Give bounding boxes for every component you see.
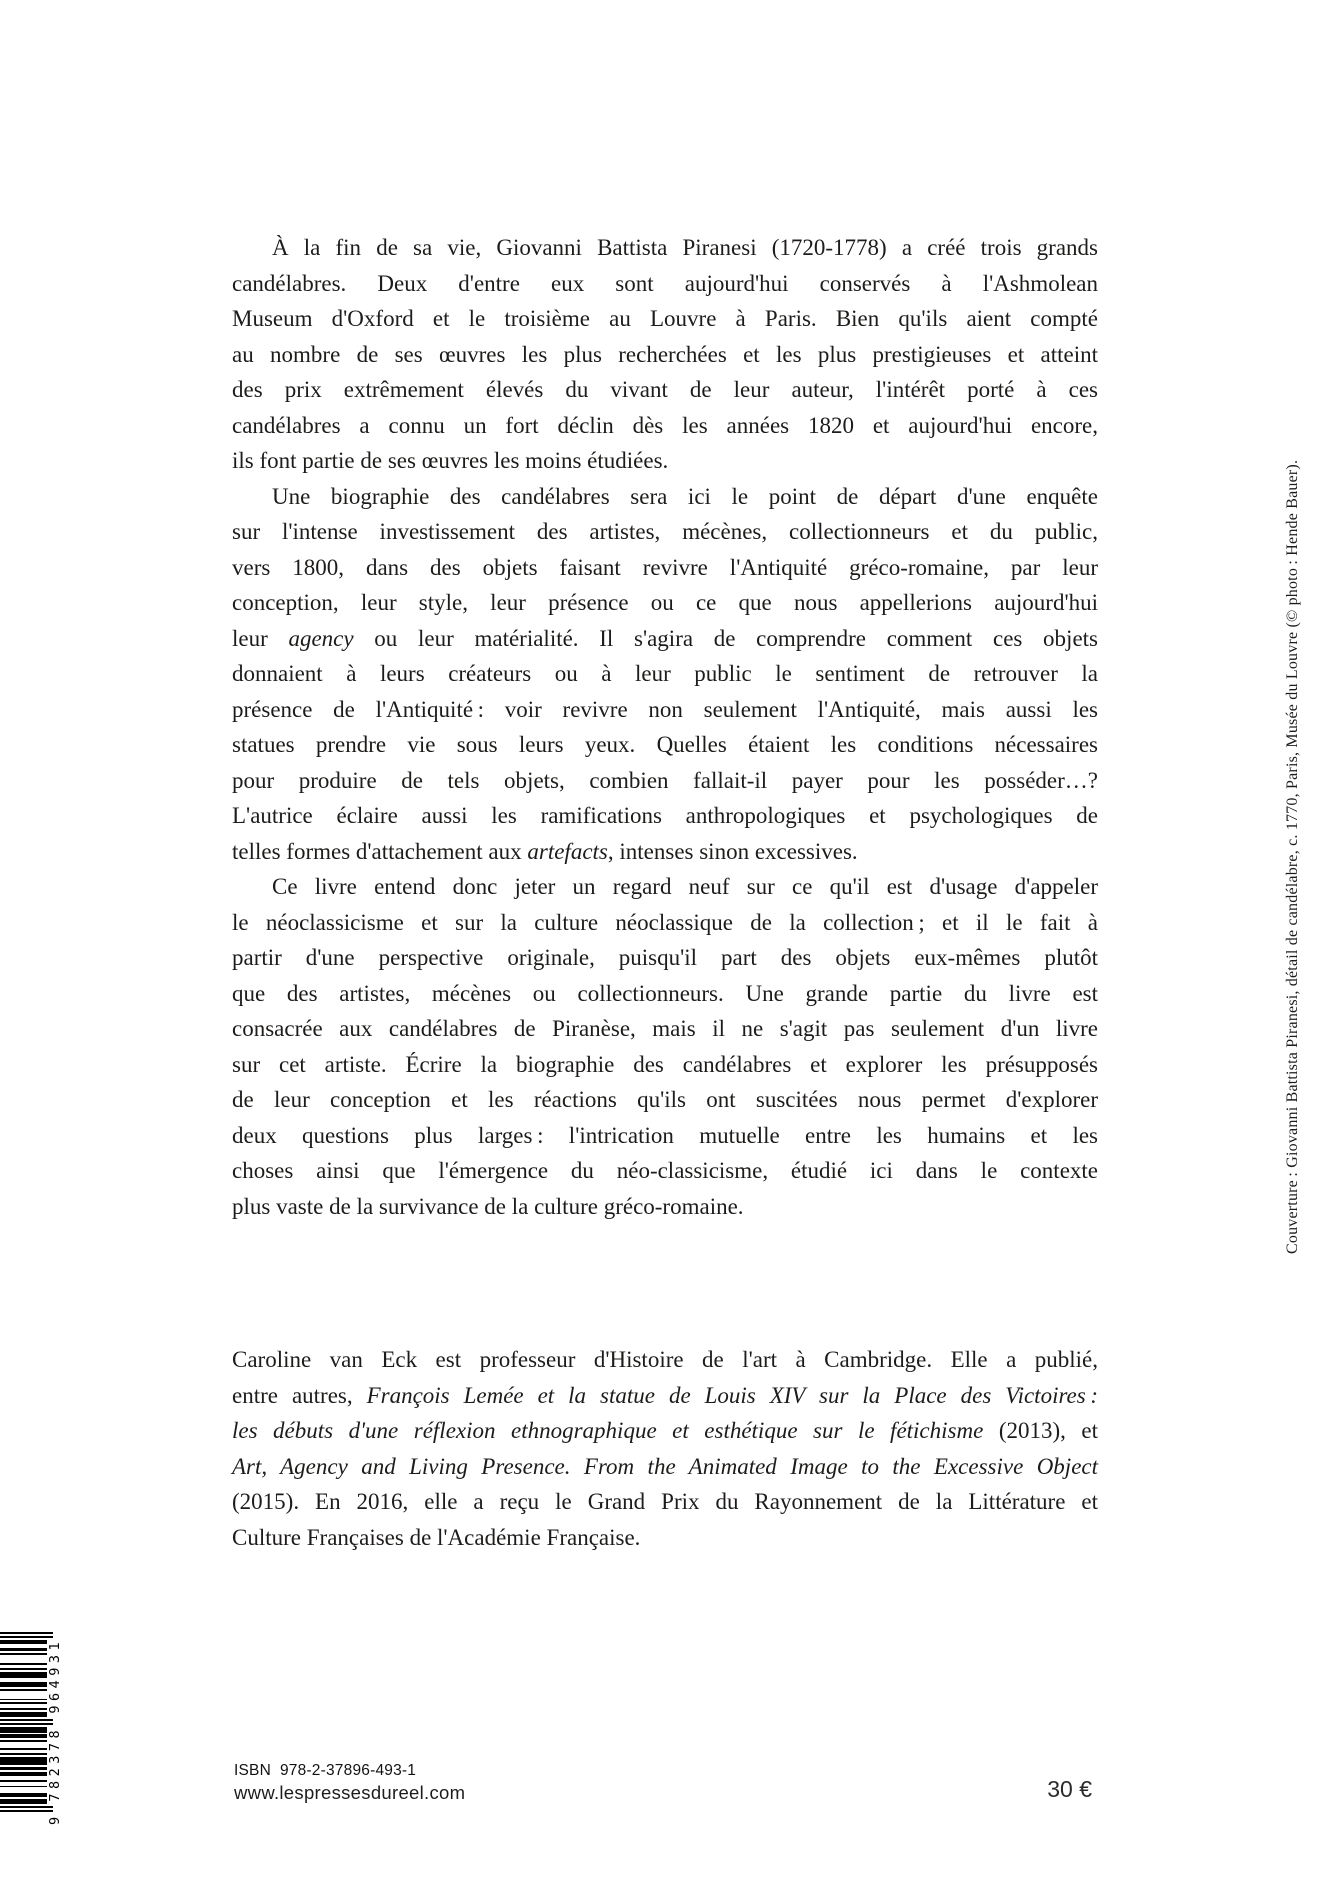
cover-credit-vertical xyxy=(1284,342,1310,1254)
barcode-digit-group2: 964931 xyxy=(47,1637,63,1714)
publisher-website: www.lespressesdureel.com xyxy=(234,1782,466,1803)
text-line: Art, Agency and Living Presence. From the Animated Image to the Excessive Object xyxy=(232,1453,1098,1479)
text-line: que des artistes, mécènes ou collectionneurs. Une grande partie du livre est xyxy=(232,980,1098,1006)
text-line: de leur conception et les réactions qu'ils ont suscitées nous permet d'explorer xyxy=(232,1087,1098,1112)
text-line: les débuts d'une réflexion ethnographique et esthétique sur le fétichisme (2013), et xyxy=(232,1418,1098,1443)
isbn-label: ISBN xyxy=(234,1762,271,1779)
text-line: des prix extrêmement élevés du vivant de leur auteur, l'intérêt porté à ces xyxy=(232,377,1098,402)
text-line: Culture Françaises de l'Académie Française. xyxy=(232,1524,641,1550)
text-line: entre autres, François Lemée et la statue de Louis XIV sur la Place des Victoires : xyxy=(232,1382,1098,1408)
isbn-line xyxy=(234,1762,416,1780)
text-line: Caroline van Eck est professeur d'Histoire de l'art à Cambridge. Elle a publié, xyxy=(232,1347,1098,1372)
text-line: au nombre de ses œuvres les plus recherchées et les plus prestigieuses et atteint xyxy=(232,341,1098,367)
text-line: choses ainsi que l'émergence du néo-classicisme, étudié ici dans le contexte xyxy=(232,1158,1098,1183)
barcode-digit-group1: 782378 xyxy=(47,1725,63,1802)
text-line: À la fin de sa vie, Giovanni Battista Piranesi (1720-1778) a créé trois grands xyxy=(272,235,1098,260)
back-cover-blurb xyxy=(232,230,1098,1224)
text-line: le néoclassicisme et sur la culture néoclassique de la collection ; et il le fait à xyxy=(232,909,1098,935)
text-line: Museum d'Oxford et le troisième au Louvre à Paris. Bien qu'ils aient compté xyxy=(232,306,1098,331)
text-line: donnaient à leurs créateurs ou à leur public le sentiment de retrouver la xyxy=(232,661,1098,686)
text-line: sur l'intense investissement des artistes, mécènes, collectionneurs et du public, xyxy=(232,519,1098,544)
text-line: conception, leur style, leur présence ou ce que nous appellerions aujourd'hui xyxy=(232,590,1098,615)
isbn-value: 978-2-37896-493-1 xyxy=(279,1762,417,1779)
barcode-digit-lead: 9 xyxy=(47,1816,63,1825)
barcode-bars xyxy=(0,1632,53,1812)
text-line: candélabres. Deux d'entre eux sont aujourd'hui conservés à l'Ashmolean xyxy=(232,270,1098,296)
text-line: (2015). En 2016, elle a reçu le Grand Prix du Rayonnement de la Littérature et xyxy=(232,1489,1098,1514)
text-line: Une biographie des candélabres sera ici le point de départ d'une enquête xyxy=(272,483,1098,509)
price: 30 € xyxy=(1047,1776,1092,1802)
text-line: statues prendre vie sous leurs yeux. Quelles étaient les conditions nécessaires xyxy=(232,732,1098,757)
text-line: ils font partie de ses œuvres les moins étudiées. xyxy=(232,448,669,473)
text-line: L'autrice éclaire aussi les ramifications anthropologiques et psychologiques de xyxy=(232,803,1098,828)
ean13-barcode xyxy=(0,1628,66,1825)
text-line: consacrée aux candélabres de Piranèse, mais il ne s'agit pas seulement d'un livre xyxy=(232,1016,1098,1041)
author-bio xyxy=(232,1342,1098,1555)
text-line: sur cet artiste. Écrire la biographie des candélabres et explorer les présupposés xyxy=(232,1051,1098,1077)
text-line: partir d'une perspective originale, puisqu'il part des objets eux-mêmes plutôt xyxy=(232,945,1098,970)
cover-credit-text: Couverture : Giovanni Battista Piranesi, détail de candélabre, c. 1770, Paris, Musée du Louvre (© photo : Hende Bauer). xyxy=(1284,459,1301,1254)
text-line: candélabres a connu un fort déclin dès les années 1820 et aujourd'hui encore, xyxy=(232,412,1098,438)
text-line: plus vaste de la survivance de la culture gréco-romaine. xyxy=(232,1193,744,1219)
text-line: pour produire de tels objets, combien fallait-il payer pour les posséder…? xyxy=(232,767,1098,793)
text-line: deux questions plus larges : l'intrication mutuelle entre les humains et les xyxy=(232,1122,1098,1148)
ean13-barcode-inner xyxy=(0,1628,64,1825)
text-line: vers 1800, dans des objets faisant revivre l'Antiquité gréco-romaine, par leur xyxy=(232,554,1098,580)
text-line: Ce livre entend donc jeter un regard neuf sur ce qu'il est d'usage d'appeler xyxy=(272,874,1098,899)
text-line: présence de l'Antiquité : voir revivre non seulement l'Antiquité, mais aussi les xyxy=(232,696,1098,722)
text-line: leur agency ou leur matérialité. Il s'agira de comprendre comment ces objets xyxy=(232,625,1099,651)
text-line: telles formes d'attachement aux artefacts, intenses sinon excessives. xyxy=(232,838,858,864)
